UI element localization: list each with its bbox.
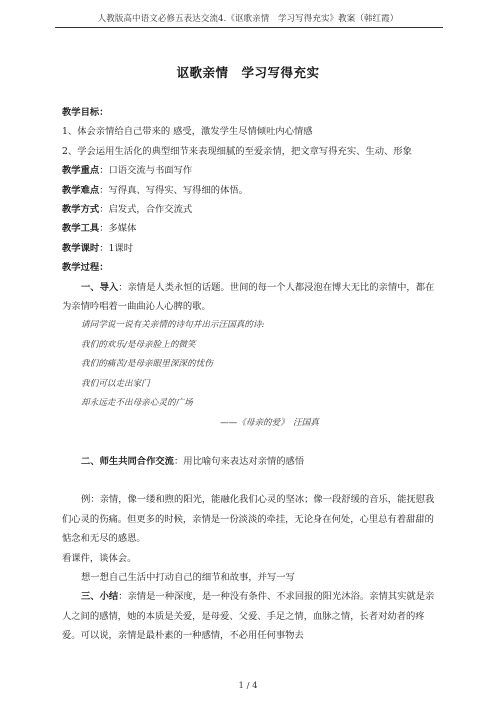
objective-1: 1、体会亲情给自己带来的 感受，激发学生尽情倾吐内心情感 [62,126,313,138]
objectives-heading [62,103,437,122]
difficulty-value: ：写得真、写得实、写得细的体悟。 [99,184,248,196]
teaching-hours [62,239,437,258]
teaching-tools [62,219,437,238]
hours-label: 教学课时 [62,242,100,254]
key-value: ：口语交流与书面写作 [99,165,193,177]
spacer [62,433,437,452]
header-rule [55,27,443,28]
step-1-text: ：亲情是人类永恒的话题。世间的每一个人都浸泡在博大无比的亲情中，都在为亲情吟唱着一曲曲沁人心脾的歌。 [62,281,435,313]
method-label: 教学方式 [62,204,100,216]
poem-intro: 请同学说一说有关亲情的诗句并出示汪国真的诗: [81,320,265,331]
poem-line: 却永远走不出母亲心灵的广场 [81,398,193,409]
poem-block [62,316,437,413]
poem-line: 我们的痛苦/是母亲眼里深深的忧伤 [81,359,213,370]
watch-line: 看课件，谈体会。 [62,552,137,564]
poem-source: ——《母亲的爱》 汪国真 [220,417,319,428]
objectives-label: 教学目标： [62,107,109,118]
step-3-paragraph [62,587,437,645]
key-label: 教学重点 [62,165,100,177]
key-point [62,161,437,180]
process-colon: ： [99,262,109,274]
document-title: 讴歌亲情 学习写得充实 [176,65,320,80]
spacer [62,471,437,490]
page-number: 1 / 4 [238,681,258,691]
step-3-text: ：亲情是一种深度，是一种没有条件、不求回报的阳光沐浴。亲情其实就是亲人之间的感情，她的本质是关爱，是母爱、父爱、手足之情，血脉之情，长者对幼者的疼爱。可以说，亲情是最朴素的一种感情，不必用任何事物去 [62,591,435,642]
process-heading [62,258,437,277]
step-3-label: 三、小结 [81,591,119,603]
teaching-method [62,200,437,219]
step-2-paragraph [62,452,437,471]
step-1-label: 一、导入 [81,281,119,293]
hours-value: ：1课时 [99,242,134,254]
objective-2: 2、学会运用生活化的典型细节来表现细腻的至爱亲情，把文章写得充实、生动、形象 [62,145,412,157]
method-value: ：启发式，合作交流式 [99,204,193,216]
running-header: 人教版高中语文必修五表达交流4.《讴歌亲情 学习写得充实》教案（韩红霞） [97,14,399,24]
step-1-paragraph [62,278,437,317]
poem-line: 我们可以走出家门 [81,378,150,389]
poem-line: 我们的欢乐/是母亲脸上的微笑 [81,339,196,350]
tools-label: 教学工具 [62,223,100,235]
step-2-text: ：用比喻句来表达对亲情的感悟 [173,455,305,467]
example-paragraph: 例：亲情，像一缕和煦的阳光，能融化我们心灵的坚冰；像一段舒缓的音乐，能抚慰我们心灵的伤痛。但更多的时候，亲情是一份淡淡的牵挂，无论身在何处，心里总有着甜甜的惦念和无尽的感恩。 [62,494,435,545]
process-label: 教学过程 [62,262,100,274]
tools-value: ：多媒体 [99,223,137,235]
difficulty-label: 教学难点 [62,184,100,196]
think-line: 想一想自己生活中打动自己的细节和故事，并写一写 [81,571,295,583]
document-body [62,103,437,646]
step-2-label: 二、师生共同合作交流 [81,455,174,467]
difficulty-point [62,181,437,200]
